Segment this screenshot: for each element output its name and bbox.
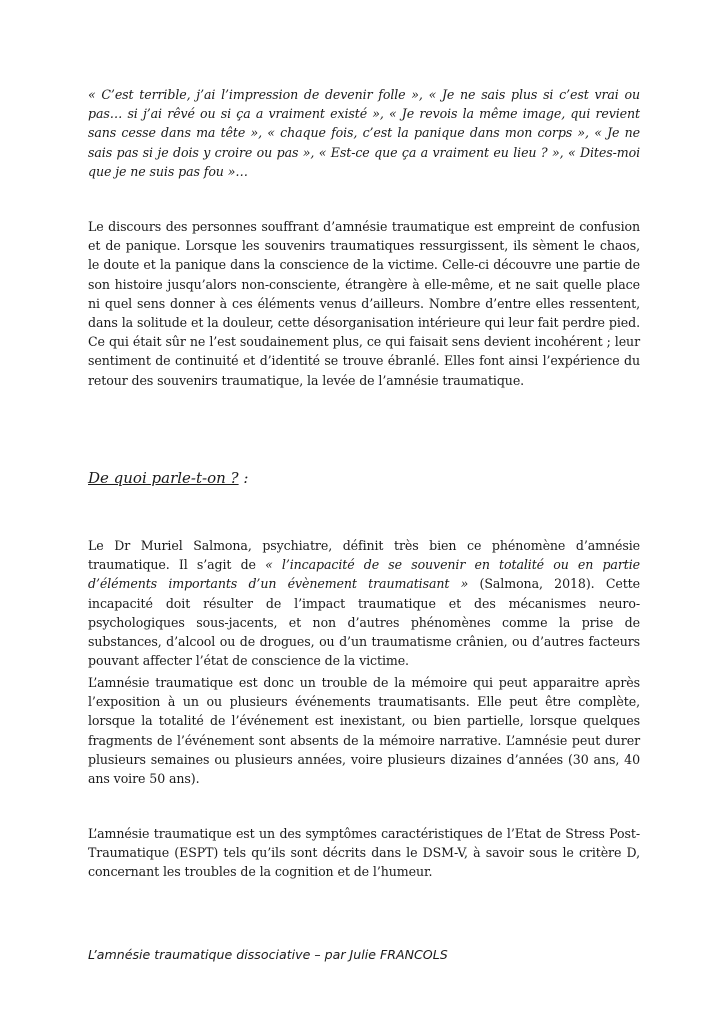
salmona-quote: « l’incapacité de se souvenir en totalité ou en partie d’éléments importants d’un évènement traumatisant » bbox=[88, 557, 640, 592]
document-page bbox=[88, 85, 640, 880]
salmona-rest: (Salmona, 2018). Cette incapacité doit résulter de l’impact traumatique et des mécanismes neuro-psychologiques sous-jacents, et non d’autres phénomènes comme la prise de substances, d’alcool ou de drogues, ou d’un traumatisme crânien, ou d’autres facteurs pouvant affecter l’état de conscience de la victime. bbox=[88, 576, 640, 669]
trouble-paragraph: L’amnésie traumatique est donc un trouble de la mémoire qui peut apparaitre après l’exposition à un ou plusieurs événements traumatisants. Elle peut être complète, lorsque la totalité de l’événement est inexistant, ou bien partielle, lorsque quelques fragments de l’événement sont absents de la mémoire narrative. L’amnésie peut durer plusieurs semaines ou plusieurs années, voire plusieurs dizaines d’années (30 ans, 40 ans voire 50 ans). bbox=[88, 675, 640, 787]
section-heading-suffix: : bbox=[238, 469, 249, 487]
page-footer: L’amnésie traumatique dissociative – par Julie FRANCOLS bbox=[88, 947, 448, 962]
salmona-paragraph bbox=[88, 536, 640, 670]
espt-paragraph: L’amnésie traumatique est un des symptômes caractéristiques de l’Etat de Stress Post-Traumatique (ESPT) tels qu’ils sont décrits dans le DSM-V, à savoir sous le critère D, concernant les troubles de la cognition et de l’humeur. bbox=[88, 826, 640, 880]
section-heading bbox=[88, 469, 248, 487]
discours-paragraph: Le discours des personnes souffrant d’amnésie traumatique est empreint de confusion et de panique. Lorsque les souvenirs traumatiques ressurgissent, ils sèment le chaos, le doute et la panique dans la conscience de la victime. Celle-ci découvre une partie de son histoire jusqu’alors non-consciente, étrangère à elle-même, et ne sait quelle place ni quel sens donner à ces éléments venus d’ailleurs. Nombre d’entre elles ressentent, dans la solitude et la douleur, cette désorganisation intérieure qui leur fait perdre pied. Ce qui était sûr ne l’est soudainement plus, ce qui faisait sens devient incohérent ; leur sentiment de continuité et d’identité se trouve ébranlé. Elles font ainsi l’expérience du retour des souvenirs traumatique, la levée de l’amnésie traumatique. bbox=[88, 219, 640, 388]
quotes-paragraph: « C’est terrible, j’ai l’impression de devenir folle », « Je ne sais plus si c’est vrai ou pas… si j’ai rêvé ou si ça a vraiment existé », « Je revois la même image, qui revient sans cesse dans ma tête », « chaque fois, c’est la panique dans mon corps », « Je ne sais pas si je dois y croire ou pas », « Est-ce que ça a vraiment eu lieu ? », « Dites-moi que je ne suis pas fou »… bbox=[88, 87, 640, 179]
section-heading-title: De quoi parle-t-on ? bbox=[88, 469, 239, 487]
salmona-intro: Le Dr Muriel Salmona, psychiatre, définit très bien ce phénomène d’amnésie traumatique. Il s’agit de bbox=[88, 538, 640, 573]
